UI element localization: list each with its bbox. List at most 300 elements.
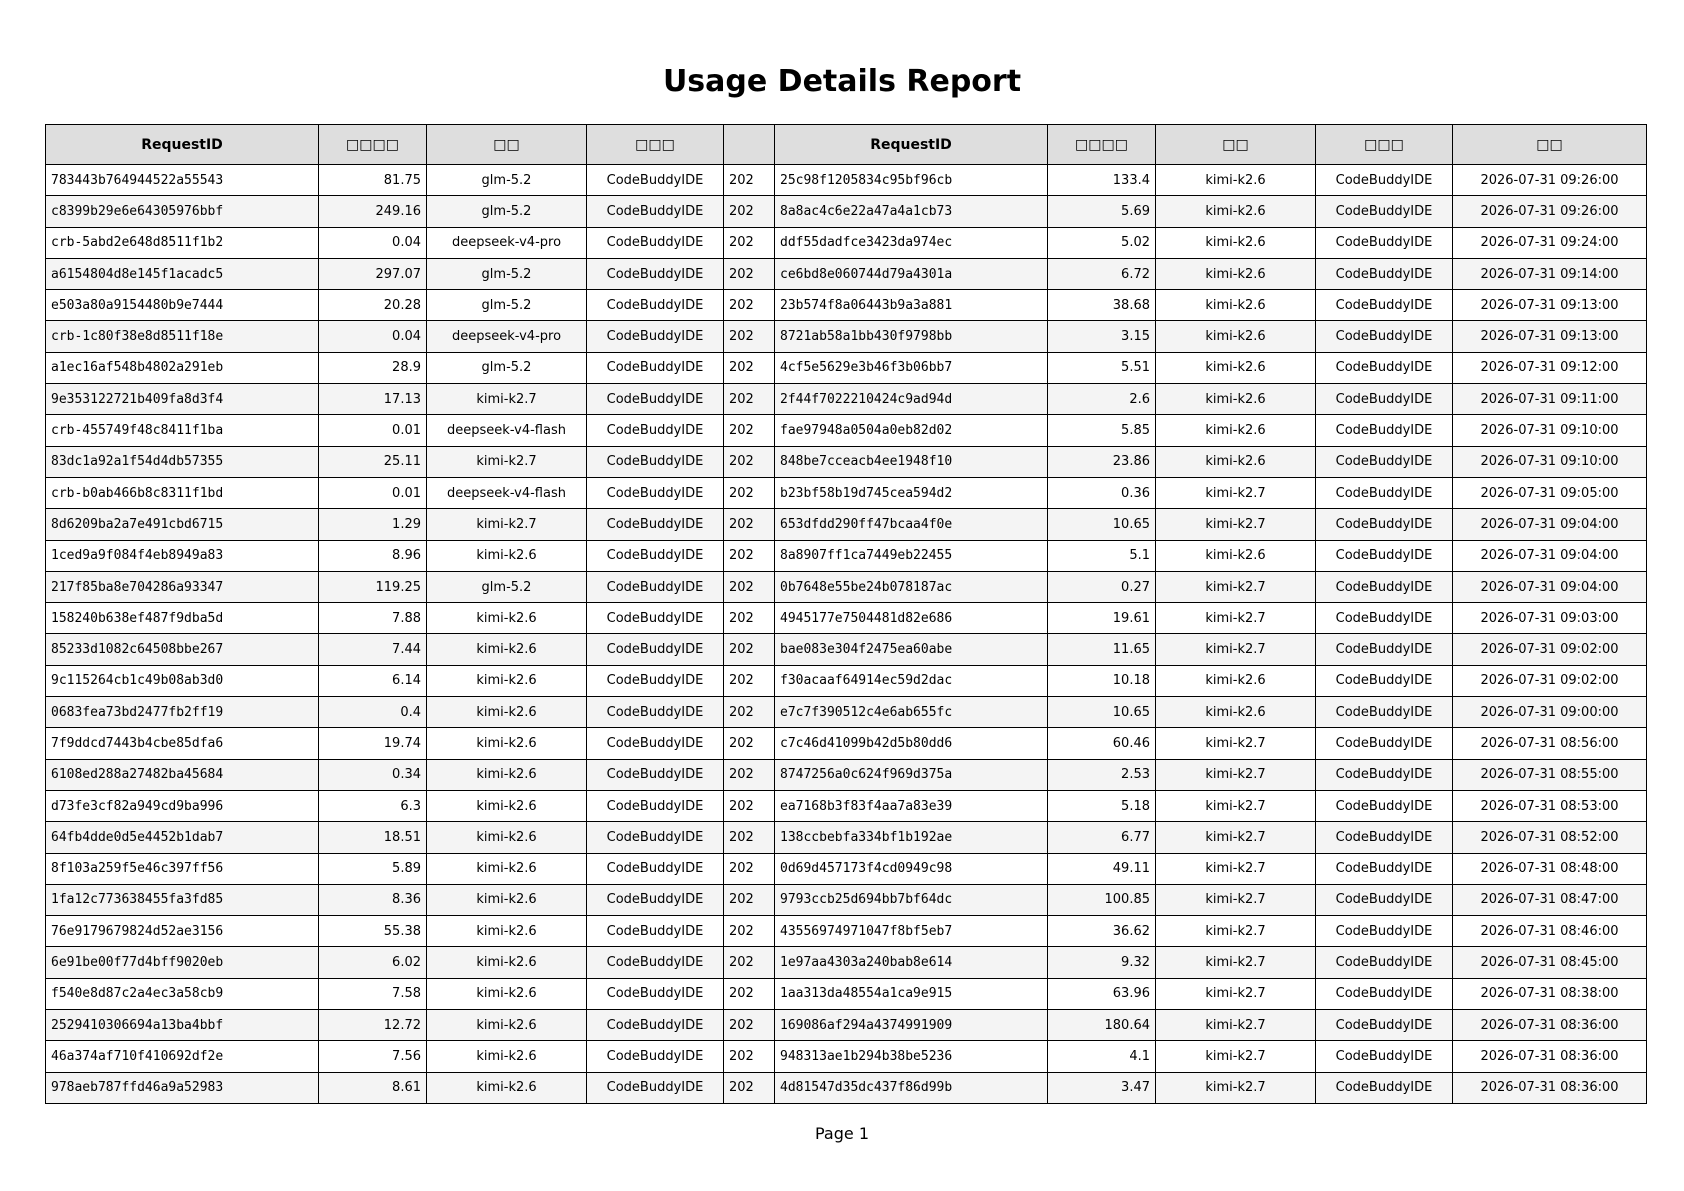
amount-cell: 49.11 [1048, 853, 1156, 884]
page-number: Page 1 [815, 1124, 869, 1143]
model-cell: kimi-k2.7 [1156, 978, 1316, 1009]
model-cell: kimi-k2.6 [1156, 415, 1316, 446]
truncated-time-cell: 202 [724, 790, 775, 821]
column-header-amount: □□□□ [319, 125, 427, 165]
truncated-time-cell: 202 [724, 947, 775, 978]
model-cell: deepseek-v4-flash [427, 477, 587, 508]
client-cell: CodeBuddyIDE [587, 916, 724, 947]
client-cell: CodeBuddyIDE [587, 759, 724, 790]
table-row [46, 290, 1647, 321]
column-header-amount: □□□□ [1048, 125, 1156, 165]
amount-cell: 0.01 [319, 415, 427, 446]
column-header-model: □□ [427, 125, 587, 165]
model-cell: kimi-k2.7 [1156, 603, 1316, 634]
model-cell: kimi-k2.7 [1156, 759, 1316, 790]
report-title: Usage Details Report [662, 64, 1022, 99]
request-id-cell: 948313ae1b294b38be5236 [775, 1041, 1048, 1072]
request-id-cell: a6154804d8e145f1acadc5 [46, 258, 319, 289]
client-cell: CodeBuddyIDE [1316, 697, 1453, 728]
time-cell: 2026-07-31 09:02:00 [1453, 665, 1647, 696]
request-id-cell: 4d81547d35dc437f86d99b [775, 1072, 1048, 1103]
amount-cell: 3.47 [1048, 1072, 1156, 1103]
time-cell: 2026-07-31 09:26:00 [1453, 196, 1647, 227]
amount-cell: 7.56 [319, 1041, 427, 1072]
truncated-time-cell: 202 [724, 258, 775, 289]
request-id-cell: c8399b29e6e64305976bbf [46, 196, 319, 227]
time-cell: 2026-07-31 08:53:00 [1453, 790, 1647, 821]
time-cell: 2026-07-31 08:55:00 [1453, 759, 1647, 790]
client-cell: CodeBuddyIDE [587, 978, 724, 1009]
model-cell: kimi-k2.6 [427, 728, 587, 759]
client-cell: CodeBuddyIDE [1316, 196, 1453, 227]
request-id-cell: a1ec16af548b4802a291eb [46, 352, 319, 383]
amount-cell: 11.65 [1048, 634, 1156, 665]
request-id-cell: 8721ab58a1bb430f9798bb [775, 321, 1048, 352]
request-id-cell: 8f103a259f5e46c397ff56 [46, 853, 319, 884]
model-cell: kimi-k2.6 [1156, 290, 1316, 321]
table-row [46, 728, 1647, 759]
amount-cell: 297.07 [319, 258, 427, 289]
amount-cell: 180.64 [1048, 1010, 1156, 1041]
model-cell: kimi-k2.6 [427, 759, 587, 790]
request-id-cell: 2529410306694a13ba4bbf [46, 1010, 319, 1041]
truncated-time-cell: 202 [724, 509, 775, 540]
client-cell: CodeBuddyIDE [587, 634, 724, 665]
model-cell: kimi-k2.6 [1156, 258, 1316, 289]
table-row [46, 352, 1647, 383]
table-row [46, 384, 1647, 415]
truncated-time-cell: 202 [724, 571, 775, 602]
table-row [46, 415, 1647, 446]
client-cell: CodeBuddyIDE [587, 196, 724, 227]
amount-cell: 0.36 [1048, 477, 1156, 508]
client-cell: CodeBuddyIDE [587, 603, 724, 634]
model-cell: glm-5.2 [427, 258, 587, 289]
amount-cell: 19.61 [1048, 603, 1156, 634]
truncated-time-cell: 202 [724, 196, 775, 227]
client-cell: CodeBuddyIDE [1316, 290, 1453, 321]
request-id-cell: 23b574f8a06443b9a3a881 [775, 290, 1048, 321]
amount-cell: 249.16 [319, 196, 427, 227]
amount-cell: 7.58 [319, 978, 427, 1009]
time-cell: 2026-07-31 09:10:00 [1453, 415, 1647, 446]
client-cell: CodeBuddyIDE [1316, 321, 1453, 352]
client-cell: CodeBuddyIDE [587, 665, 724, 696]
client-cell: CodeBuddyIDE [587, 1041, 724, 1072]
request-id-cell: 8a8907ff1ca7449eb22455 [775, 540, 1048, 571]
client-cell: CodeBuddyIDE [587, 540, 724, 571]
client-cell: CodeBuddyIDE [1316, 759, 1453, 790]
client-cell: CodeBuddyIDE [587, 446, 724, 477]
amount-cell: 17.13 [319, 384, 427, 415]
client-cell: CodeBuddyIDE [587, 290, 724, 321]
amount-cell: 6.3 [319, 790, 427, 821]
column-header-request-id: RequestID [46, 125, 319, 165]
amount-cell: 8.36 [319, 884, 427, 915]
request-id-cell: ce6bd8e060744d79a4301a [775, 258, 1048, 289]
request-id-cell: 1ced9a9f084f4eb8949a83 [46, 540, 319, 571]
table-row [46, 571, 1647, 602]
request-id-cell: 4cf5e5629e3b46f3b06bb7 [775, 352, 1048, 383]
truncated-time-cell: 202 [724, 853, 775, 884]
request-id-cell: d73fe3cf82a949cd9ba996 [46, 790, 319, 821]
request-id-cell: 83dc1a92a1f54d4db57355 [46, 446, 319, 477]
amount-cell: 81.75 [319, 165, 427, 196]
request-id-cell: 0b7648e55be24b078187ac [775, 571, 1048, 602]
amount-cell: 28.9 [319, 352, 427, 383]
client-cell: CodeBuddyIDE [587, 1072, 724, 1103]
truncated-time-cell: 202 [724, 978, 775, 1009]
model-cell: kimi-k2.6 [1156, 540, 1316, 571]
model-cell: deepseek-v4-flash [427, 415, 587, 446]
column-header-request-id: RequestID [775, 125, 1048, 165]
client-cell: CodeBuddyIDE [1316, 603, 1453, 634]
model-cell: glm-5.2 [427, 165, 587, 196]
amount-cell: 25.11 [319, 446, 427, 477]
client-cell: CodeBuddyIDE [1316, 165, 1453, 196]
model-cell: glm-5.2 [427, 352, 587, 383]
client-cell: CodeBuddyIDE [1316, 446, 1453, 477]
truncated-time-cell: 202 [724, 1072, 775, 1103]
time-cell: 2026-07-31 09:04:00 [1453, 571, 1647, 602]
client-cell: CodeBuddyIDE [1316, 634, 1453, 665]
model-cell: kimi-k2.7 [1156, 634, 1316, 665]
amount-cell: 4.1 [1048, 1041, 1156, 1072]
request-id-cell: f30acaaf64914ec59d2dac [775, 665, 1048, 696]
client-cell: CodeBuddyIDE [1316, 978, 1453, 1009]
table-row [46, 1041, 1647, 1072]
client-cell: CodeBuddyIDE [587, 571, 724, 602]
client-cell: CodeBuddyIDE [1316, 916, 1453, 947]
table-row [46, 258, 1647, 289]
truncated-time-cell: 202 [724, 697, 775, 728]
truncated-time-cell: 202 [724, 352, 775, 383]
model-cell: kimi-k2.6 [1156, 227, 1316, 258]
amount-cell: 119.25 [319, 571, 427, 602]
request-id-cell: 9793ccb25d694bb7bf64dc [775, 884, 1048, 915]
model-cell: kimi-k2.7 [1156, 884, 1316, 915]
request-id-cell: 0d69d457173f4cd0949c98 [775, 853, 1048, 884]
table-row [46, 884, 1647, 915]
client-cell: CodeBuddyIDE [1316, 415, 1453, 446]
time-cell: 2026-07-31 09:02:00 [1453, 634, 1647, 665]
truncated-time-cell: 202 [724, 665, 775, 696]
table-row [46, 509, 1647, 540]
model-cell: kimi-k2.7 [1156, 509, 1316, 540]
model-cell: kimi-k2.6 [427, 916, 587, 947]
time-cell: 2026-07-31 08:46:00 [1453, 916, 1647, 947]
request-id-cell: e7c7f390512c4e6ab655fc [775, 697, 1048, 728]
client-cell: CodeBuddyIDE [1316, 1041, 1453, 1072]
model-cell: kimi-k2.6 [427, 1072, 587, 1103]
time-cell: 2026-07-31 08:47:00 [1453, 884, 1647, 915]
column-header-model: □□ [1156, 125, 1316, 165]
table-row [46, 1072, 1647, 1103]
amount-cell: 10.65 [1048, 697, 1156, 728]
table-row [46, 697, 1647, 728]
table-row [46, 321, 1647, 352]
model-cell: kimi-k2.6 [427, 665, 587, 696]
request-id-cell: 8a8ac4c6e22a47a4a1cb73 [775, 196, 1048, 227]
request-id-cell: fae97948a0504a0eb82d02 [775, 415, 1048, 446]
amount-cell: 6.77 [1048, 822, 1156, 853]
time-cell: 2026-07-31 09:05:00 [1453, 477, 1647, 508]
request-id-cell: crb-1c80f38e8d8511f18e [46, 321, 319, 352]
amount-cell: 0.34 [319, 759, 427, 790]
time-cell: 2026-07-31 09:24:00 [1453, 227, 1647, 258]
request-id-cell: crb-5abd2e648d8511f1b2 [46, 227, 319, 258]
model-cell: kimi-k2.6 [1156, 196, 1316, 227]
request-id-cell: 158240b638ef487f9dba5d [46, 603, 319, 634]
model-cell: kimi-k2.6 [1156, 665, 1316, 696]
request-id-cell: 978aeb787ffd46a9a52983 [46, 1072, 319, 1103]
amount-cell: 0.04 [319, 227, 427, 258]
model-cell: kimi-k2.6 [1156, 165, 1316, 196]
table-row [46, 227, 1647, 258]
request-id-cell: 7f9ddcd7443b4cbe85dfa6 [46, 728, 319, 759]
time-cell: 2026-07-31 08:36:00 [1453, 1041, 1647, 1072]
model-cell: kimi-k2.7 [1156, 916, 1316, 947]
request-id-cell: ddf55dadfce3423da974ec [775, 227, 1048, 258]
column-header-truncated [724, 125, 775, 165]
request-id-cell: crb-455749f48c8411f1ba [46, 415, 319, 446]
amount-cell: 0.27 [1048, 571, 1156, 602]
client-cell: CodeBuddyIDE [1316, 853, 1453, 884]
truncated-time-cell: 202 [724, 165, 775, 196]
request-id-cell: crb-b0ab466b8c8311f1bd [46, 477, 319, 508]
amount-cell: 12.72 [319, 1010, 427, 1041]
amount-cell: 9.32 [1048, 947, 1156, 978]
request-id-cell: 8747256a0c624f969d375a [775, 759, 1048, 790]
request-id-cell: bae083e304f2475ea60abe [775, 634, 1048, 665]
client-cell: CodeBuddyIDE [1316, 822, 1453, 853]
truncated-time-cell: 202 [724, 415, 775, 446]
model-cell: kimi-k2.7 [1156, 1072, 1316, 1103]
table-row [46, 916, 1647, 947]
table-row [46, 634, 1647, 665]
amount-cell: 19.74 [319, 728, 427, 759]
client-cell: CodeBuddyIDE [1316, 790, 1453, 821]
request-id-cell: 46a374af710f410692df2e [46, 1041, 319, 1072]
model-cell: kimi-k2.7 [1156, 822, 1316, 853]
table-row [46, 446, 1647, 477]
truncated-time-cell: 202 [724, 822, 775, 853]
truncated-time-cell: 202 [724, 540, 775, 571]
truncated-time-cell: 202 [724, 227, 775, 258]
truncated-time-cell: 202 [724, 446, 775, 477]
request-id-cell: 25c98f1205834c95bf96cb [775, 165, 1048, 196]
amount-cell: 7.44 [319, 634, 427, 665]
amount-cell: 2.53 [1048, 759, 1156, 790]
truncated-time-cell: 202 [724, 1041, 775, 1072]
request-id-cell: e503a80a9154480b9e7444 [46, 290, 319, 321]
client-cell: CodeBuddyIDE [587, 415, 724, 446]
amount-cell: 38.68 [1048, 290, 1156, 321]
amount-cell: 8.96 [319, 540, 427, 571]
amount-cell: 3.15 [1048, 321, 1156, 352]
amount-cell: 133.4 [1048, 165, 1156, 196]
amount-cell: 7.88 [319, 603, 427, 634]
amount-cell: 10.65 [1048, 509, 1156, 540]
amount-cell: 10.18 [1048, 665, 1156, 696]
column-header-time: □□ [1453, 125, 1647, 165]
client-cell: CodeBuddyIDE [587, 509, 724, 540]
table-header-row [46, 125, 1647, 165]
amount-cell: 5.51 [1048, 352, 1156, 383]
request-id-cell: 1e97aa4303a240bab8e614 [775, 947, 1048, 978]
amount-cell: 23.86 [1048, 446, 1156, 477]
time-cell: 2026-07-31 09:12:00 [1453, 352, 1647, 383]
model-cell: kimi-k2.7 [427, 384, 587, 415]
table-row [46, 603, 1647, 634]
truncated-time-cell: 202 [724, 884, 775, 915]
request-id-cell: 0683fea73bd2477fb2ff19 [46, 697, 319, 728]
amount-cell: 100.85 [1048, 884, 1156, 915]
model-cell: kimi-k2.7 [1156, 790, 1316, 821]
request-id-cell: 783443b764944522a55543 [46, 165, 319, 196]
model-cell: kimi-k2.6 [427, 1041, 587, 1072]
model-cell: glm-5.2 [427, 290, 587, 321]
model-cell: kimi-k2.6 [427, 1010, 587, 1041]
time-cell: 2026-07-31 09:04:00 [1453, 540, 1647, 571]
truncated-time-cell: 202 [724, 384, 775, 415]
truncated-time-cell: 202 [724, 477, 775, 508]
table-row [46, 822, 1647, 853]
request-id-cell: 85233d1082c64508bbe267 [46, 634, 319, 665]
model-cell: kimi-k2.7 [1156, 853, 1316, 884]
amount-cell: 5.89 [319, 853, 427, 884]
amount-cell: 0.4 [319, 697, 427, 728]
amount-cell: 60.46 [1048, 728, 1156, 759]
client-cell: CodeBuddyIDE [587, 321, 724, 352]
amount-cell: 5.69 [1048, 196, 1156, 227]
client-cell: CodeBuddyIDE [1316, 540, 1453, 571]
table-row [46, 477, 1647, 508]
request-id-cell: 9e353122721b409fa8d3f4 [46, 384, 319, 415]
request-id-cell: ea7168b3f83f4aa7a83e39 [775, 790, 1048, 821]
request-id-cell: 6108ed288a27482ba45684 [46, 759, 319, 790]
request-id-cell: 8d6209ba2a7e491cbd6715 [46, 509, 319, 540]
client-cell: CodeBuddyIDE [587, 1010, 724, 1041]
client-cell: CodeBuddyIDE [1316, 258, 1453, 289]
column-header-client: □□□ [1316, 125, 1453, 165]
time-cell: 2026-07-31 08:56:00 [1453, 728, 1647, 759]
time-cell: 2026-07-31 08:36:00 [1453, 1010, 1647, 1041]
model-cell: kimi-k2.6 [427, 822, 587, 853]
model-cell: kimi-k2.7 [1156, 947, 1316, 978]
client-cell: CodeBuddyIDE [587, 790, 724, 821]
model-cell: kimi-k2.6 [427, 947, 587, 978]
time-cell: 2026-07-31 09:03:00 [1453, 603, 1647, 634]
request-id-cell: 653dfdd290ff47bcaa4f0e [775, 509, 1048, 540]
request-id-cell: 4945177e7504481d82e686 [775, 603, 1048, 634]
amount-cell: 6.02 [319, 947, 427, 978]
client-cell: CodeBuddyIDE [587, 258, 724, 289]
amount-cell: 18.51 [319, 822, 427, 853]
time-cell: 2026-07-31 09:04:00 [1453, 509, 1647, 540]
table-row [46, 853, 1647, 884]
client-cell: CodeBuddyIDE [1316, 352, 1453, 383]
table-row [46, 947, 1647, 978]
request-id-cell: 2f44f7022210424c9ad94d [775, 384, 1048, 415]
time-cell: 2026-07-31 08:52:00 [1453, 822, 1647, 853]
client-cell: CodeBuddyIDE [587, 227, 724, 258]
model-cell: kimi-k2.6 [427, 697, 587, 728]
model-cell: kimi-k2.6 [1156, 321, 1316, 352]
truncated-time-cell: 202 [724, 321, 775, 352]
table-row [46, 1010, 1647, 1041]
model-cell: glm-5.2 [427, 571, 587, 602]
truncated-time-cell: 202 [724, 916, 775, 947]
amount-cell: 5.1 [1048, 540, 1156, 571]
request-id-cell: 64fb4dde0d5e4452b1dab7 [46, 822, 319, 853]
time-cell: 2026-07-31 09:10:00 [1453, 446, 1647, 477]
request-id-cell: 169086af294a4374991909 [775, 1010, 1048, 1041]
request-id-cell: 848be7cceacb4ee1948f10 [775, 446, 1048, 477]
time-cell: 2026-07-31 09:11:00 [1453, 384, 1647, 415]
table-row [46, 540, 1647, 571]
time-cell: 2026-07-31 08:48:00 [1453, 853, 1647, 884]
model-cell: kimi-k2.6 [427, 978, 587, 1009]
client-cell: CodeBuddyIDE [1316, 509, 1453, 540]
client-cell: CodeBuddyIDE [1316, 1010, 1453, 1041]
time-cell: 2026-07-31 08:38:00 [1453, 978, 1647, 1009]
table-row [46, 790, 1647, 821]
model-cell: kimi-k2.7 [1156, 477, 1316, 508]
request-id-cell: 6e91be00f77d4bff9020eb [46, 947, 319, 978]
model-cell: kimi-k2.6 [1156, 697, 1316, 728]
model-cell: kimi-k2.6 [427, 790, 587, 821]
amount-cell: 55.38 [319, 916, 427, 947]
time-cell: 2026-07-31 09:13:00 [1453, 321, 1647, 352]
model-cell: kimi-k2.7 [427, 509, 587, 540]
amount-cell: 5.85 [1048, 415, 1156, 446]
truncated-time-cell: 202 [724, 759, 775, 790]
amount-cell: 6.14 [319, 665, 427, 696]
table-row [46, 759, 1647, 790]
amount-cell: 63.96 [1048, 978, 1156, 1009]
client-cell: CodeBuddyIDE [587, 384, 724, 415]
client-cell: CodeBuddyIDE [1316, 947, 1453, 978]
truncated-time-cell: 202 [724, 1010, 775, 1041]
usage-details-table [45, 124, 1647, 1104]
amount-cell: 5.02 [1048, 227, 1156, 258]
time-cell: 2026-07-31 09:13:00 [1453, 290, 1647, 321]
request-id-cell: c7c46d41099b42d5b80dd6 [775, 728, 1048, 759]
client-cell: CodeBuddyIDE [587, 165, 724, 196]
model-cell: kimi-k2.6 [427, 603, 587, 634]
client-cell: CodeBuddyIDE [587, 728, 724, 759]
column-header-client: □□□ [587, 125, 724, 165]
request-id-cell: f540e8d87c2a4ec3a58cb9 [46, 978, 319, 1009]
client-cell: CodeBuddyIDE [587, 477, 724, 508]
model-cell: deepseek-v4-pro [427, 227, 587, 258]
client-cell: CodeBuddyIDE [587, 853, 724, 884]
model-cell: kimi-k2.7 [1156, 571, 1316, 602]
client-cell: CodeBuddyIDE [1316, 728, 1453, 759]
model-cell: kimi-k2.6 [427, 634, 587, 665]
client-cell: CodeBuddyIDE [1316, 884, 1453, 915]
client-cell: CodeBuddyIDE [1316, 227, 1453, 258]
client-cell: CodeBuddyIDE [587, 822, 724, 853]
amount-cell: 8.61 [319, 1072, 427, 1103]
request-id-cell: 9c115264cb1c49b08ab3d0 [46, 665, 319, 696]
client-cell: CodeBuddyIDE [1316, 1072, 1453, 1103]
client-cell: CodeBuddyIDE [1316, 665, 1453, 696]
client-cell: CodeBuddyIDE [1316, 477, 1453, 508]
client-cell: CodeBuddyIDE [1316, 384, 1453, 415]
amount-cell: 0.04 [319, 321, 427, 352]
